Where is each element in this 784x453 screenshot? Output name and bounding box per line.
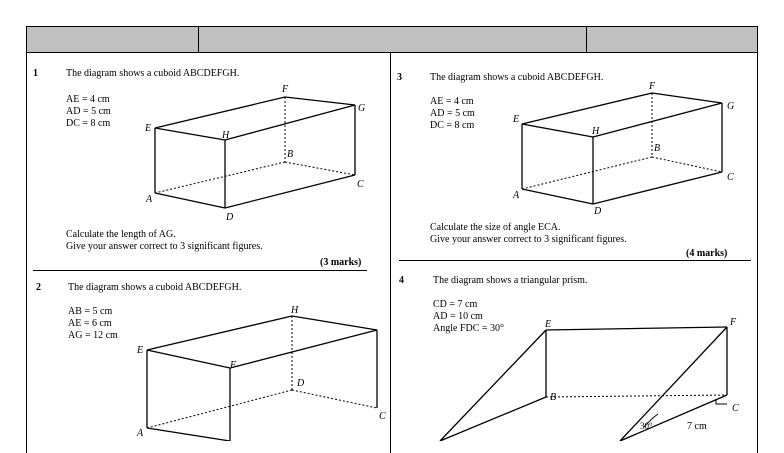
vertex-label: C xyxy=(379,411,386,422)
question-prompt: Give your answer correct to 3 significant figures. xyxy=(430,234,627,245)
vertex-label: B xyxy=(287,149,294,160)
vertex-label: C xyxy=(727,172,734,183)
given-value: Angle FDC = 30° xyxy=(433,323,505,334)
question-number: 3 xyxy=(397,72,402,83)
vertex-label: F xyxy=(230,360,237,371)
vertex-label: D xyxy=(226,212,234,223)
question-number: 4 xyxy=(399,275,404,286)
vertex-label: F xyxy=(282,84,289,95)
given-value: DC = 8 cm xyxy=(66,118,111,129)
vertex-label: D xyxy=(297,378,305,389)
vertex-label: B xyxy=(654,143,661,154)
given-value: AB = 5 cm xyxy=(68,306,113,317)
angle-label: 30° xyxy=(640,421,653,431)
marks-label: (3 marks) xyxy=(320,257,362,268)
given-value: CD = 7 cm xyxy=(433,299,478,310)
vertex-label: H xyxy=(291,305,299,316)
given-value: AD = 5 cm xyxy=(66,106,111,117)
marks-label: (4 marks) xyxy=(686,248,728,259)
question-prompt: Calculate the size of angle ECA. xyxy=(430,222,561,233)
vertex-label: E xyxy=(545,319,552,330)
vertex-label: C xyxy=(732,403,739,414)
vertex-label: A xyxy=(146,194,153,205)
given-value: AD = 10 cm xyxy=(433,311,483,322)
given-value: AE = 6 cm xyxy=(68,318,112,329)
vertex-label: G xyxy=(727,101,735,112)
vertex-label: E xyxy=(137,345,144,356)
question-number: 2 xyxy=(36,282,41,293)
vertex-label: H xyxy=(222,130,230,141)
question-intro: The diagram shows a triangular prism. xyxy=(433,275,588,286)
vertex-label: A xyxy=(513,190,520,201)
vertex-label: A xyxy=(137,428,144,439)
question-intro: The diagram shows a cuboid ABCDEFGH. xyxy=(430,72,604,83)
question-number: 1 xyxy=(33,68,38,79)
given-value: AG = 12 cm xyxy=(68,330,118,341)
given-value: AD = 5 cm xyxy=(430,108,475,119)
given-value: AE = 4 cm xyxy=(66,94,110,105)
vertex-label: F xyxy=(649,81,656,92)
given-value: AE = 4 cm xyxy=(430,96,474,107)
vertex-label: E xyxy=(145,123,152,134)
given-value: DC = 8 cm xyxy=(430,120,475,131)
vertex-label: B xyxy=(550,392,557,403)
question-prompt: Give your answer correct to 3 significant figures. xyxy=(66,241,263,252)
vertex-label: C xyxy=(357,179,364,190)
vertex-label: D xyxy=(594,206,602,217)
vertex-label: H xyxy=(592,126,600,137)
question-prompt: Calculate the length of AG. xyxy=(66,229,176,240)
vertex-label: F xyxy=(730,317,737,328)
question-intro: The diagram shows a cuboid ABCDEFGH. xyxy=(66,68,240,79)
vertex-label: G xyxy=(358,103,366,114)
vertex-label: E xyxy=(513,114,520,125)
question-intro: The diagram shows a cuboid ABCDEFGH. xyxy=(68,282,242,293)
length-label: 7 cm xyxy=(687,421,707,432)
